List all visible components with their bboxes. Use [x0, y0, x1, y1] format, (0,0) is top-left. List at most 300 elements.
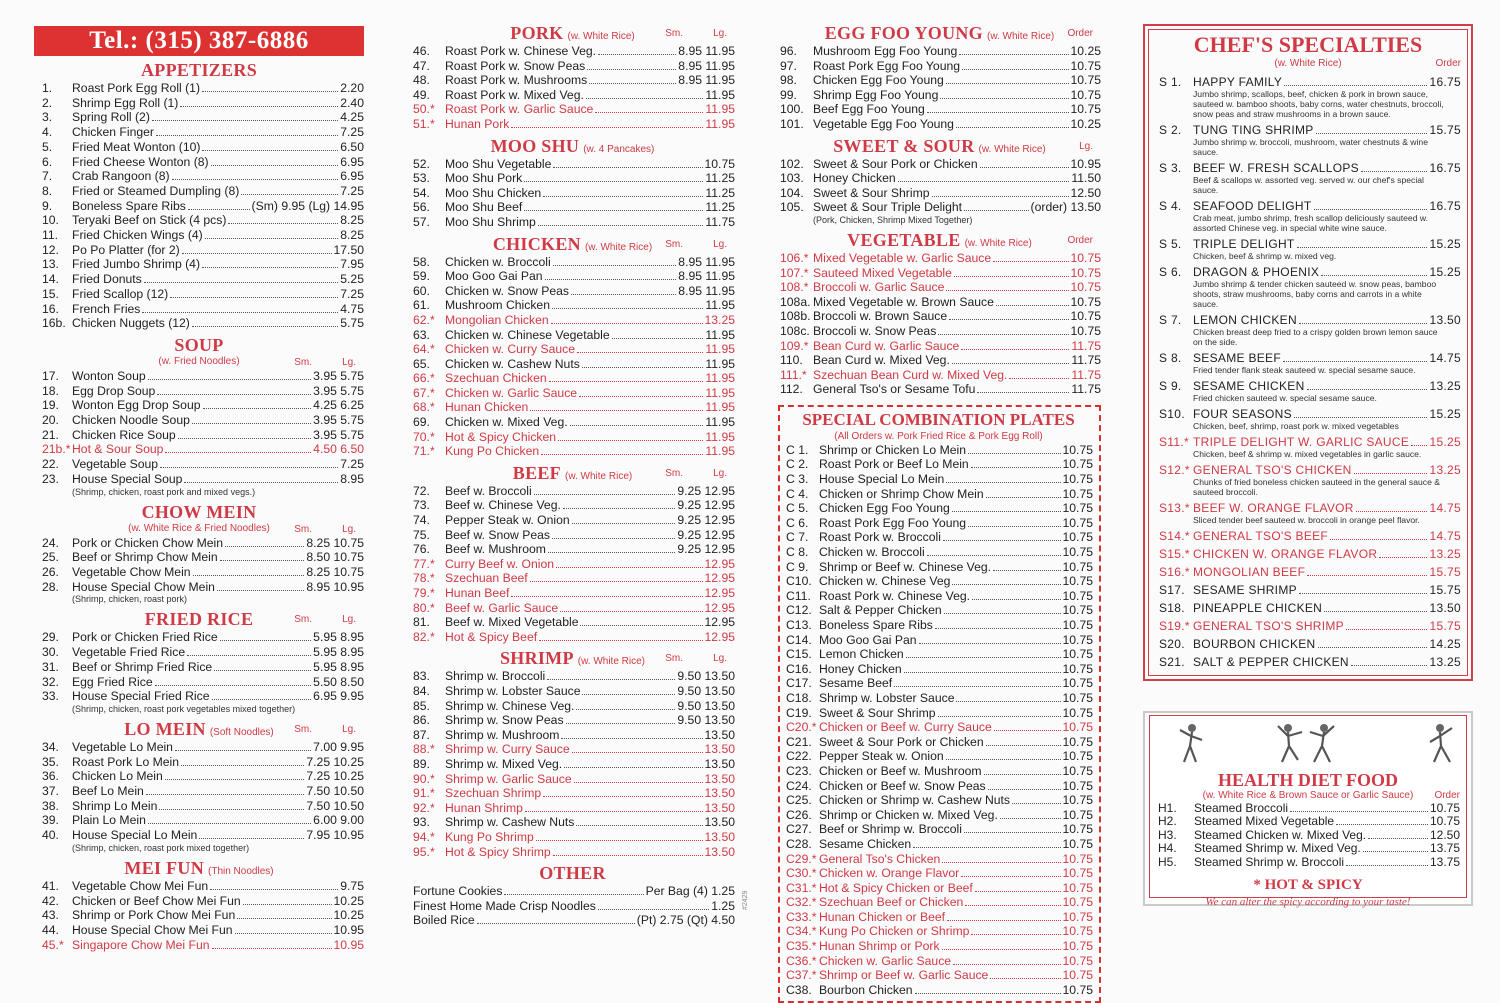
item-description: Jumbo shrimp w. broccoli, mushroom, water chestnuts & wine sauce.	[1193, 137, 1428, 157]
item-name: Moo Goo Gai Pan	[819, 632, 917, 647]
item-number: 35.	[42, 754, 59, 769]
item-price: 10.25	[1070, 44, 1101, 58]
chef-items	[1155, 75, 1461, 669]
dot-leader	[919, 643, 1061, 644]
item-number: 82.*	[413, 629, 435, 644]
section-title-text: SWEET & SOUR	[833, 135, 975, 156]
item-price: 14.25	[1429, 637, 1461, 651]
health-items	[1156, 802, 1460, 869]
item-name: Hunan Beef	[445, 586, 510, 600]
item-price: 13.25	[1429, 547, 1461, 561]
item-price: 8.95 11.95	[678, 254, 735, 269]
menu-item	[778, 266, 1101, 281]
menu-item	[34, 213, 364, 228]
combo-subtitle: (All Orders w. Pork Fried Rice & Pork Egg Roll)	[834, 430, 1043, 442]
size-header: Sm.	[294, 523, 312, 535]
menu-item	[410, 498, 735, 513]
dot-leader	[241, 194, 338, 195]
section-note: (w. White Rice)	[964, 237, 1032, 249]
size-header: Lg.	[342, 614, 356, 626]
item-name: Shrimp or Chicken w. Mixed Veg.	[819, 807, 998, 822]
menu-item	[34, 110, 364, 125]
item-number: S11.*	[1159, 435, 1189, 449]
item-name: Curry Beef w. Onion	[445, 556, 555, 571]
item-price: 9.25 12.95	[677, 498, 735, 513]
dot-leader	[243, 904, 332, 905]
dot-leader	[211, 165, 339, 166]
item-number: 57.	[413, 214, 430, 229]
item-price: 11.95	[705, 116, 735, 131]
menu-item	[34, 287, 364, 302]
section-title-text: EGG FOO YOUNG	[824, 23, 983, 43]
section-title-text: OTHER	[539, 863, 606, 884]
menu-item	[34, 369, 364, 384]
section-title-text: LO MEIN	[124, 718, 206, 739]
item-price: 10.75	[1070, 87, 1101, 102]
size-headers	[639, 652, 727, 666]
item-name: Beef w. Chinese Veg.	[445, 498, 561, 513]
item-price: 8.95 11.95	[678, 283, 735, 298]
item-description: Sliced tender beef sauteed w. broccoli in orange peel flavor.	[1193, 515, 1420, 525]
menu-item	[34, 457, 364, 472]
item-price: 10.75	[1062, 457, 1093, 472]
dot-leader	[572, 752, 703, 753]
dot-leader	[1361, 171, 1427, 172]
item-price: 7.25 10.25	[306, 769, 364, 784]
menu-item	[784, 530, 1093, 545]
item-number: 56.	[413, 200, 430, 215]
item-number: 85.	[413, 698, 430, 713]
dot-leader	[940, 98, 1068, 99]
dot-leader	[579, 396, 703, 397]
section-title-text: CHICKEN	[492, 233, 581, 254]
dot-leader	[220, 640, 312, 641]
item-number: 2.	[42, 95, 53, 110]
item-name: TRIPLE DELIGHT	[1193, 237, 1295, 251]
dot-leader	[947, 920, 1060, 921]
item-name: Hot & Spicy Shrimp	[445, 844, 551, 859]
dot-leader	[534, 494, 676, 495]
item-number: C11.	[786, 588, 811, 603]
item-price: 13.50	[704, 844, 735, 859]
item-price: 10.75	[1070, 102, 1101, 117]
item-name: Beef Lo Mein	[72, 784, 144, 799]
size-header: Order	[1067, 234, 1093, 246]
dot-leader	[1330, 539, 1427, 540]
item-name: Moo Shu Vegetable	[445, 156, 552, 171]
size-header: Sm.	[294, 356, 312, 368]
item-price: 10.75	[1062, 705, 1093, 720]
section-title-text: SHRIMP	[499, 648, 574, 669]
item-price: 13.25	[1429, 655, 1461, 669]
menu-item	[784, 603, 1093, 618]
menu-item	[1155, 265, 1461, 279]
item-number: 11.	[42, 228, 59, 243]
item-number: 107.*	[780, 265, 809, 280]
dot-leader	[612, 338, 704, 339]
item-number: H5.	[1158, 854, 1177, 869]
menu-item	[784, 939, 1093, 954]
item-number: S 3.	[1159, 161, 1182, 175]
size-header: Sm.	[665, 238, 683, 250]
menu-item	[34, 580, 364, 595]
item-description: Fried chicken sauteed w. special sesame sauce.	[1193, 393, 1377, 403]
item-name: MONGOLIAN BEEF	[1193, 565, 1306, 579]
item-name: TRIPLE DELIGHT W. GARLIC SAUCE	[1193, 435, 1410, 449]
item-name: CHICKEN W. ORANGE FLAVOR	[1193, 547, 1378, 561]
item-name: General Tso's or Sesame Tofu	[813, 382, 976, 397]
item-number: S18.	[1159, 601, 1185, 615]
size-headers	[1049, 234, 1093, 248]
item-name: Vegetable Fried Rice	[72, 645, 186, 660]
menu-item	[778, 102, 1101, 117]
item-name: SALT & PEPPER CHICKEN	[1193, 655, 1349, 669]
item-price: 8.95 11.95	[678, 269, 735, 284]
dot-leader	[972, 599, 1060, 600]
menu-item	[410, 171, 735, 186]
item-price: 5.95 8.95	[313, 645, 364, 660]
dot-leader	[160, 467, 338, 468]
item-name: Chicken w. Garlic Sauce	[819, 953, 952, 968]
item-description: Crab meat, jumbo shrimp, fresh scallop deliciously sauteed w. assorted Chinese veg. in special white wine sauce.	[1193, 213, 1429, 233]
menu-section	[34, 608, 364, 715]
item-number: 8.	[42, 183, 53, 198]
item-number: 16.	[42, 301, 59, 316]
item-price: 14.75	[1429, 351, 1461, 365]
menu-item	[410, 913, 735, 928]
item-price: 10.95	[333, 922, 364, 937]
menu-item	[410, 899, 735, 914]
dot-leader	[1299, 593, 1428, 594]
item-price: 13.75	[1429, 841, 1460, 856]
item-price: 15.75	[1429, 565, 1461, 579]
dot-leader	[539, 640, 702, 641]
item-price: 12.95	[704, 556, 735, 571]
menu-item	[34, 140, 364, 155]
dot-leader	[949, 319, 1068, 320]
item-number: 65.	[413, 356, 430, 371]
menu-item	[784, 954, 1093, 969]
item-description: (Shrimp, chicken, roast pork vegetables mixed together)	[72, 703, 296, 714]
item-name: Chicken Egg Foo Young	[819, 501, 950, 516]
dot-leader	[202, 267, 338, 268]
item-name: Sesame Beef	[819, 676, 893, 691]
menu-item	[34, 938, 364, 953]
dot-leader	[984, 774, 1061, 775]
item-name: BOURBON CHICKEN	[1193, 637, 1316, 651]
menu-item	[34, 813, 364, 828]
menu-section	[410, 647, 735, 859]
item-price: 13.50	[704, 815, 735, 830]
item-price: 10.75	[1062, 618, 1093, 632]
menu-item	[410, 513, 735, 528]
menu-item	[784, 910, 1093, 925]
item-number: S10.	[1159, 407, 1185, 421]
item-price: 10.95	[1070, 156, 1101, 171]
dot-leader	[1307, 575, 1427, 576]
item-price: 12.95	[704, 629, 735, 644]
item-price: 8.25 10.75	[306, 564, 364, 579]
item-name: Steamed Shrimp w. Mixed Veg.	[1194, 841, 1361, 856]
menu-item	[1155, 547, 1461, 561]
dot-leader	[959, 54, 1068, 55]
dot-leader	[530, 581, 703, 582]
menu-item	[410, 801, 735, 816]
menu-item	[410, 528, 735, 543]
item-price: 8.25	[340, 213, 364, 228]
dot-leader	[543, 796, 702, 797]
item-name: Roast Pork w. Garlic Sauce	[445, 102, 594, 117]
item-price: 9.50 13.50	[677, 713, 735, 728]
item-name: Sweet & Sour Pork or Chicken	[819, 734, 984, 749]
menu-item	[34, 81, 364, 96]
dot-leader	[1368, 838, 1428, 839]
dot-leader	[961, 349, 1069, 350]
chef-subtitle: (w. White Rice)	[1274, 58, 1342, 69]
dot-leader	[904, 672, 1061, 673]
item-price: 2.20	[340, 81, 364, 95]
dot-leader	[1297, 247, 1428, 248]
menu-item	[410, 284, 735, 299]
item-price: 10.75	[1062, 559, 1093, 574]
menu-item	[410, 102, 735, 117]
item-number: 30.	[42, 645, 59, 660]
item-price: 10.75	[1062, 836, 1093, 851]
item-name: Shrimp w. Mixed Veg.	[445, 756, 563, 771]
item-price: 10.75	[1062, 807, 1093, 822]
menu-item	[410, 298, 735, 313]
item-price: 9.50 13.50	[677, 698, 735, 713]
menu-item	[1156, 815, 1460, 828]
item-name: Steamed Shrimp w. Broccoli	[1194, 854, 1345, 869]
health-title: HEALTH DIET FOOD	[1217, 770, 1399, 790]
menu-item	[34, 413, 364, 428]
item-number: S 1.	[1159, 75, 1182, 89]
dot-leader	[1299, 323, 1428, 324]
item-price: 10.75	[1062, 442, 1093, 457]
item-description: Jumbo shrimp & tender chicken sauteed w. snow peas, bamboo shoots, straw mushrooms, baby corns and carrots in a white sauce.	[1193, 279, 1437, 309]
menu-section	[778, 229, 1101, 397]
item-description: (Shrimp, chicken, roast pork and mixed vegs.)	[72, 486, 256, 497]
menu-item	[1155, 637, 1461, 651]
item-name: Boneless Spare Ribs	[72, 198, 186, 213]
item-number: C37.*	[786, 968, 817, 983]
dot-leader	[953, 964, 1060, 965]
item-number: C27.	[786, 822, 812, 837]
item-name: Honey Chicken	[819, 661, 902, 676]
item-name: SESAME CHICKEN	[1193, 379, 1305, 393]
item-number: 5.	[42, 139, 53, 154]
item-number: C17.	[786, 676, 812, 691]
section-note: (w. White Rice)	[584, 241, 653, 253]
dot-leader	[1284, 85, 1427, 86]
item-number: 98.	[780, 73, 797, 88]
item-price: 4.75	[340, 301, 364, 316]
dot-leader	[152, 120, 338, 121]
item-price: 13.50	[704, 829, 735, 844]
item-name: Chicken w. Broccoli	[445, 254, 551, 269]
item-number: 86.	[413, 713, 430, 728]
section-title	[410, 135, 735, 161]
dot-leader	[906, 657, 1061, 658]
item-number: 18.	[42, 383, 59, 398]
item-name: Hunan Chicken	[445, 400, 529, 415]
dot-leader	[952, 511, 1061, 512]
item-number: 112.	[780, 382, 803, 397]
menu-item	[410, 615, 735, 630]
item-name: Hot & Spicy Chicken	[445, 429, 557, 444]
dot-leader	[202, 91, 338, 92]
item-price: 10.75	[1070, 58, 1101, 73]
item-name: Pepper Steak w. Onion	[445, 513, 570, 528]
item-price: 13.50	[704, 786, 735, 801]
item-name: Broccoli w. Brown Sauce	[813, 309, 948, 324]
dot-leader	[980, 167, 1069, 168]
item-price: 7.50 10.50	[306, 798, 364, 813]
size-headers	[268, 613, 356, 627]
menu-item	[34, 828, 364, 843]
dot-leader	[1009, 378, 1069, 379]
menu-column-4	[1143, 0, 1473, 975]
item-price: 16.75	[1429, 199, 1461, 213]
item-number: 48.	[413, 73, 430, 88]
item-price: 13.50	[704, 800, 735, 815]
dot-leader	[927, 555, 1061, 556]
section-title	[34, 501, 364, 523]
menu-item	[784, 457, 1093, 472]
item-number: 105.	[780, 200, 804, 215]
item-price: 7.25 10.25	[306, 754, 364, 769]
item-price: 5.95 8.95	[313, 659, 364, 674]
menu-item	[410, 571, 735, 586]
item-name: SEAFOOD DELIGHT	[1193, 199, 1312, 213]
item-name: Moo Shu Chicken	[445, 185, 542, 200]
dot-leader	[553, 167, 702, 168]
item-number: 38.	[42, 798, 59, 813]
item-name: Crab Rangoon (8)	[72, 169, 170, 184]
item-name: Egg Drop Soup	[72, 383, 156, 398]
item-name: Chicken or Shrimp Chow Mein	[819, 486, 984, 501]
dot-leader	[580, 625, 702, 626]
dot-leader	[975, 891, 1061, 892]
dot-leader	[1354, 473, 1428, 474]
menu-item	[34, 769, 364, 784]
item-number: S17.	[1159, 583, 1185, 597]
item-name: House Special Lo Mein	[72, 828, 198, 843]
menu-item	[410, 371, 735, 386]
section-title	[34, 857, 364, 883]
menu-item	[410, 200, 735, 215]
menu-item	[34, 472, 364, 487]
menu-item	[34, 257, 364, 272]
menu-item	[34, 630, 364, 645]
item-price: 10.75	[1070, 294, 1101, 309]
menu-item	[410, 88, 735, 103]
item-number: S 4.	[1159, 199, 1182, 213]
column-1-sections	[34, 59, 364, 952]
dot-leader	[560, 611, 702, 612]
item-number: C20.*	[786, 720, 817, 735]
section-title-text: FRIED RICE	[144, 609, 254, 630]
item-number: 93.	[413, 815, 430, 830]
item-name: Vegetable Egg Foo Young	[813, 116, 954, 131]
item-price: 9.25 12.95	[677, 483, 735, 498]
item-name: Shrimp Egg Roll (1)	[72, 95, 179, 110]
item-number: 40.	[42, 828, 59, 843]
item-number: 71.*	[413, 444, 435, 459]
dancers-illustration	[1156, 720, 1460, 770]
item-price: 14.75	[1429, 529, 1461, 543]
item-price: 6.95 9.95	[313, 689, 364, 704]
dot-leader	[165, 452, 311, 453]
dot-leader	[157, 394, 311, 395]
item-name: Shrimp w. Lobster Sauce	[819, 690, 955, 705]
dot-leader	[1363, 851, 1428, 852]
item-name: Steamed Chicken w. Mixed Veg.	[1194, 827, 1367, 842]
print-code: #2429	[742, 890, 749, 910]
item-price: 8.25 10.75	[306, 535, 364, 550]
menu-item	[410, 117, 735, 132]
item-price: 5.75	[340, 316, 364, 331]
dot-leader	[547, 679, 675, 680]
item-number: 39.	[42, 813, 59, 828]
item-name: Spring Roll (2)	[72, 110, 150, 125]
menu-item	[778, 88, 1101, 103]
item-name: Mongolian Chicken	[445, 312, 549, 327]
dot-leader	[935, 628, 1061, 629]
item-price: 10.75	[1062, 939, 1093, 954]
menu-item	[784, 574, 1093, 589]
item-number: C24.	[786, 778, 812, 793]
chef-order-header: Order	[1435, 58, 1461, 69]
item-number: 17.	[42, 368, 59, 383]
size-headers	[268, 356, 356, 369]
dot-leader	[1294, 417, 1428, 418]
item-number: 20.	[42, 413, 59, 428]
item-price: 10.75	[1062, 866, 1093, 881]
item-name: Fried or Steamed Dumpling (8)	[72, 183, 240, 198]
dot-leader	[146, 794, 305, 795]
dot-leader	[564, 767, 702, 768]
menu-item	[784, 720, 1093, 735]
dot-leader	[977, 392, 1069, 393]
item-price: 13.75	[1429, 854, 1460, 869]
section-header	[410, 862, 735, 884]
size-headers	[639, 238, 727, 252]
item-price: 11.25	[705, 200, 735, 215]
item-price: 10.75	[704, 156, 735, 171]
item-name: Hot & Spicy Beef	[445, 629, 538, 644]
item-number: 96.	[780, 44, 797, 58]
item-name: SESAME SHRIMP	[1193, 583, 1297, 597]
item-name: Mushroom Egg Foo Young	[813, 44, 958, 58]
section-header	[34, 857, 364, 879]
menu-section	[410, 233, 735, 459]
item-number: C 9.	[786, 559, 809, 574]
section-header	[778, 229, 1101, 251]
dot-leader	[156, 135, 338, 136]
item-name: Chicken Lo Mein	[72, 769, 163, 784]
item-name: Bourbon Chicken	[819, 982, 913, 997]
item-price: 11.75	[1071, 353, 1101, 368]
item-price: 10.75	[1062, 574, 1093, 589]
dot-leader	[202, 150, 338, 151]
item-name: Fortune Cookies	[413, 884, 503, 899]
menu-item	[34, 243, 364, 258]
size-header: Sm.	[665, 467, 683, 479]
item-price: 10.75	[1062, 603, 1093, 618]
menu-section	[410, 862, 735, 928]
